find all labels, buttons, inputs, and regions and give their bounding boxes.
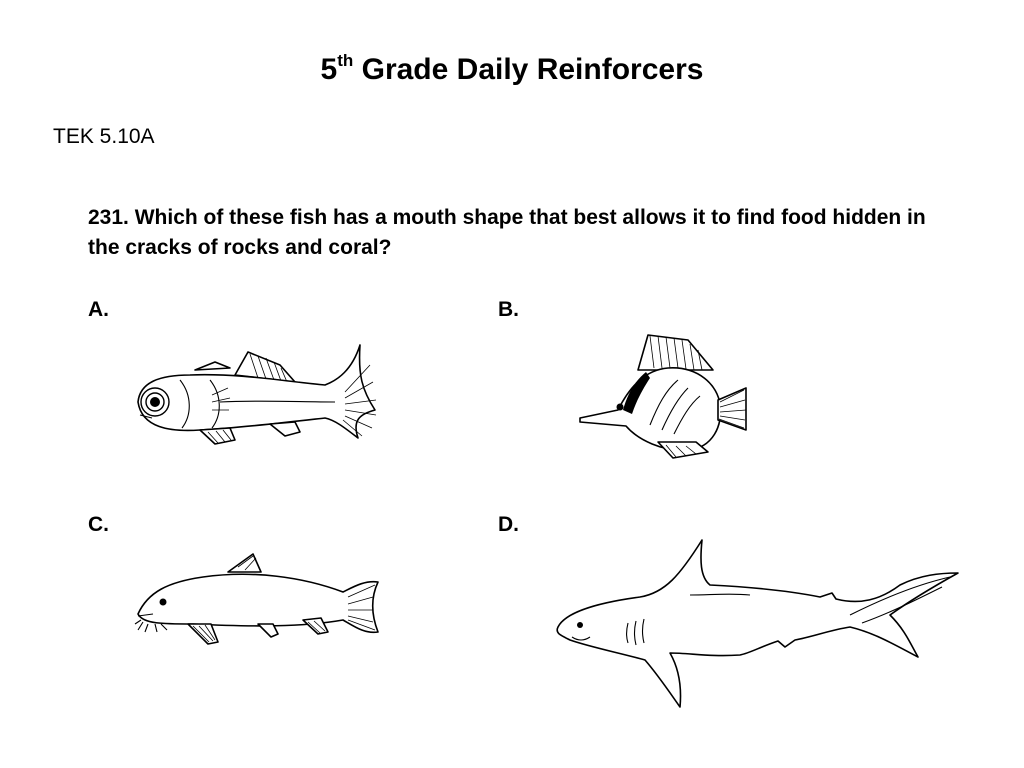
option-a-fish-image [130, 340, 385, 450]
title-superscript: th [337, 51, 354, 70]
option-c-fish-image [133, 552, 383, 652]
option-c-label: C. [88, 513, 109, 536]
title-text: Grade Daily Reinforcers [353, 53, 704, 86]
tek-standard: TEK 5.10A [53, 125, 155, 148]
option-b-label: B. [498, 298, 519, 321]
title-number: 5 [320, 53, 338, 86]
page-title [0, 50, 1024, 90]
option-d-fish-image [550, 535, 962, 715]
question-text: 231. Which of these fish has a mouth shape that best allows it to find food hidden in the cracks of rocks and coral? [88, 206, 926, 259]
option-d-label: D. [498, 513, 519, 536]
option-a-label: A. [88, 298, 109, 321]
option-b-fish-image [578, 330, 753, 460]
